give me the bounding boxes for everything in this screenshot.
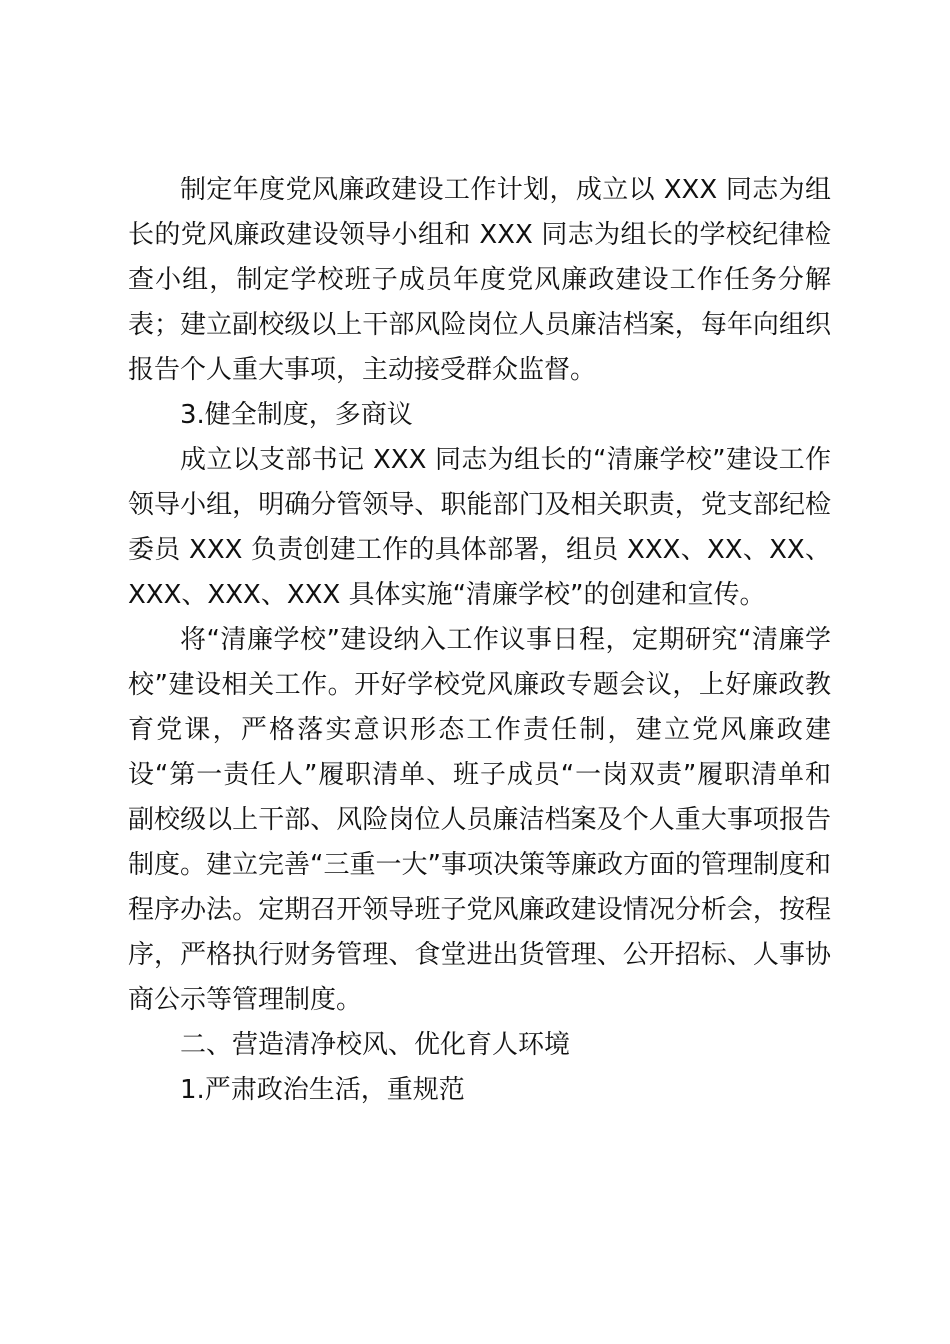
- heading-improve-system: 3.健全制度，多商议: [180, 400, 413, 430]
- paragraph-leadership-group: 成立以支部书记 XXX 同志为组长的“清廉学校”建设工作领导小组，明确分管领导、职能部门及相关职责，党支部纪检委员 XXX 负责创建工作的具体部署，组员 XXX、XX、XX、XXX、XXX、XXX 具体实施“清廉学校”的创建和宣传。: [128, 445, 831, 610]
- paragraph-agenda: 将“清廉学校”建设纳入工作议事日程，定期研究“清廉学校”建设相关工作。开好学校党风廉政专题会议，上好廉政教育党课，严格落实意识形态工作责任制，建立党风廉政建设“第一责任人”履职清单、班子成员“一岗双责”履职清单和副校级以上干部、风险岗位人员廉洁档案及个人重大事项报告制度。建立完善“三重一大”事项决策等廉政方面的管理制度和程序办法。定期召开领导班子党风廉政建设情况分析会，按程序，严格执行财务管理、食堂进出货管理、公开招标、人事协商公示等管理制度。: [128, 625, 831, 1015]
- paragraph-plan: 制定年度党风廉政建设工作计划，成立以 XXX 同志为组长的党风廉政建设领导小组和 XXX 同志为组长的学校纪律检查小组，制定学校班子成员年度党风廉政建设工作任务分解表；建立副校级以上干部风险岗位人员廉洁档案，每年向组织报告个人重大事项，主动接受群众监督。: [128, 175, 831, 385]
- heading-section-two: 二、营造清净校风、优化育人环境: [180, 1030, 571, 1060]
- document-page: [128, 168, 831, 1113]
- heading-political-life: 1.严肃政治生活，重规范: [180, 1075, 465, 1105]
